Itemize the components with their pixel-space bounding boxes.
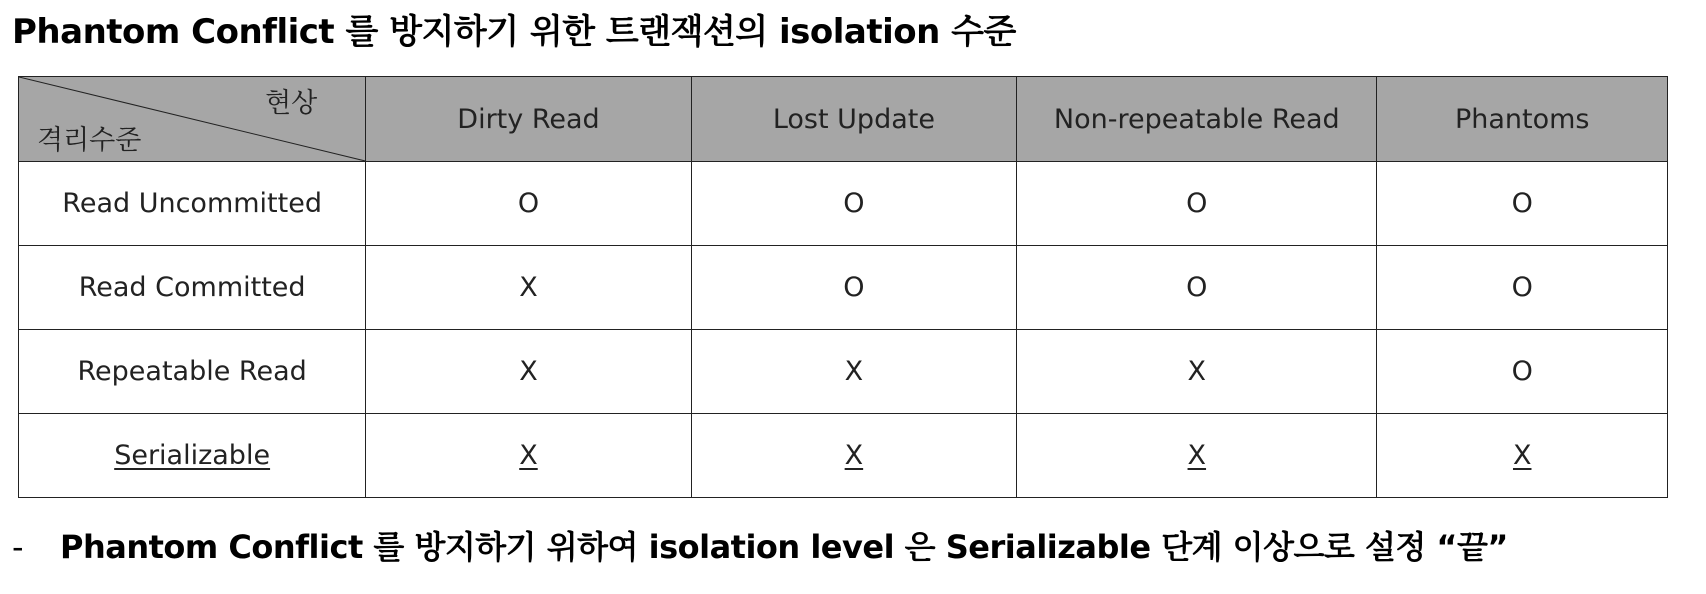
underlined-text: Serializable [114, 440, 271, 471]
table-cell: O [1017, 246, 1377, 330]
column-header: Dirty Read [366, 77, 691, 162]
bullet-dash: - [12, 528, 24, 566]
corner-label-isolation-level: 격리수준 [37, 125, 142, 156]
corner-header-cell [19, 77, 366, 162]
row-label: Repeatable Read [19, 330, 366, 414]
page-title: Phantom Conflict 를 방지하기 위한 트랜잭션의 isolation 수준 [12, 12, 1016, 52]
table-cell: O [1377, 246, 1668, 330]
conclusion-line [12, 522, 1508, 572]
column-header: Non-repeatable Read [1017, 77, 1377, 162]
table-cell: O [691, 162, 1016, 246]
row-label: Read Committed [19, 246, 366, 330]
table-cell: O [1017, 162, 1377, 246]
column-header: Lost Update [691, 77, 1016, 162]
table-cell [1017, 414, 1377, 498]
table-header-row [19, 77, 1668, 162]
table-cell: O [691, 246, 1016, 330]
table-cell [691, 414, 1016, 498]
row-label-serializable [19, 414, 366, 498]
underlined-text: X [1187, 440, 1207, 471]
table-row [19, 330, 1668, 414]
table-cell: X [366, 330, 691, 414]
underlined-text: X [519, 440, 538, 471]
table-cell [1377, 414, 1668, 498]
underlined-text: X [844, 440, 864, 471]
table-row [19, 246, 1668, 330]
table-cell [366, 414, 691, 498]
table-cell: O [366, 162, 691, 246]
table-cell: X [691, 330, 1016, 414]
table-cell: O [1377, 330, 1668, 414]
conclusion-text: Phantom Conflict 를 방지하기 위하여 isolation level 은 Serializable 단계 이상으로 설정 “끝” [60, 528, 1508, 566]
isolation-table [18, 76, 1668, 498]
table-cell: X [1017, 330, 1377, 414]
table-cell: O [1377, 162, 1668, 246]
table-row [19, 414, 1668, 498]
row-label: Read Uncommitted [19, 162, 366, 246]
underlined-text: X [1512, 440, 1532, 471]
corner-label-phenomenon: 현상 [265, 88, 318, 119]
table-row [19, 162, 1668, 246]
table-cell: X [366, 246, 691, 330]
column-header: Phantoms [1377, 77, 1668, 162]
